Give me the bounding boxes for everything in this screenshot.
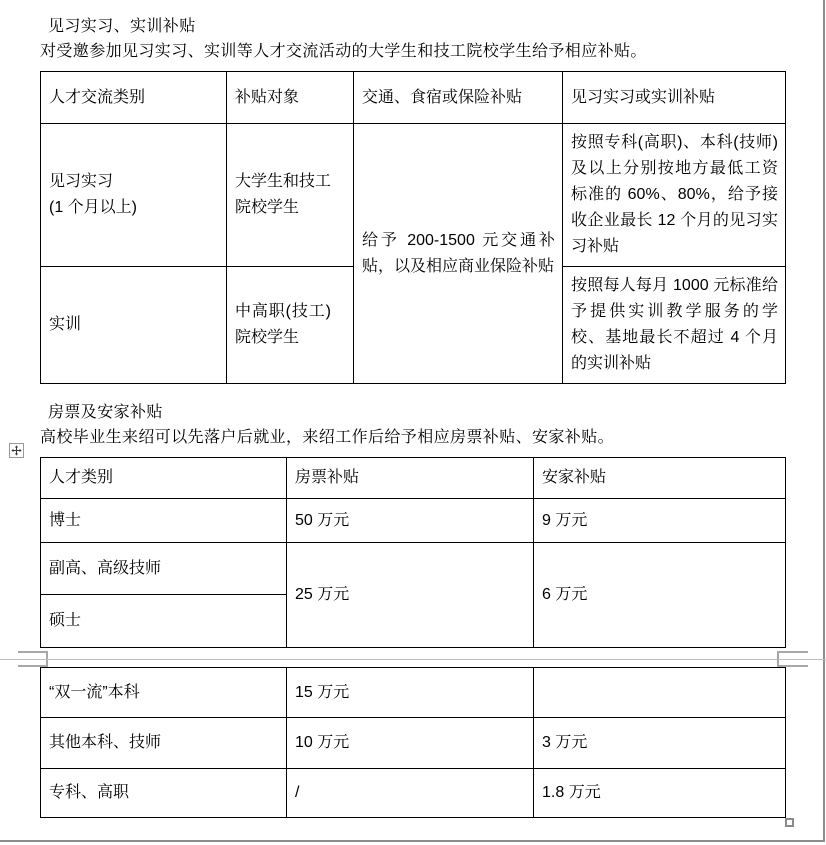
- double-first-settling: [534, 668, 786, 718]
- housing-row-senior: [41, 543, 786, 595]
- senior-master-housing: 25 万元: [287, 543, 534, 648]
- internship-header-subsidy: 见习实习或实训补贴: [563, 72, 786, 124]
- move-icon: [11, 445, 22, 456]
- double-first-housing: 15 万元: [287, 668, 534, 718]
- internship-table-header-row: [41, 72, 786, 124]
- doctor-settling: 9 万元: [534, 499, 786, 543]
- page-break-mark-right-vertical: [777, 651, 779, 667]
- college-settling: 1.8 万元: [534, 769, 786, 818]
- other-bachelor-type: 其他本科、技师: [41, 718, 287, 769]
- page-border-bottom: [0, 840, 825, 842]
- doctor-housing: 50 万元: [287, 499, 534, 543]
- doctor-type: 博士: [41, 499, 287, 543]
- internship-practice-category: 见习实习: [49, 173, 114, 190]
- internship-intro: 对受邀参加见习实习、实训等人才交流活动的大学生和技工院校学生给予相应补贴。: [40, 43, 647, 60]
- housing-table-top-fragment: [40, 457, 786, 648]
- housing-intro: 高校毕业生来绍可以先落户后就业，来绍工作后给予相应房票补贴、安家补贴。: [40, 429, 615, 446]
- internship-practice-subsidy: 按照专科(高职)、本科(技师)及以上分别按地方最低工资标准的 60%、80%，给予接收企业最长 12 个月的见习实习补贴: [563, 124, 786, 267]
- internship-practice-category-note: (1 个月以上): [49, 199, 138, 216]
- housing-header-housing: 房票补贴: [287, 458, 534, 499]
- internship-header-transport: 交通、食宿或保险补贴: [354, 72, 563, 124]
- double-first-type: “双一流”本科: [41, 668, 287, 718]
- housing-row-double-first: [41, 668, 786, 718]
- internship-training-target: 中高职(技工)院校学生: [227, 267, 354, 384]
- table-move-handle[interactable]: [9, 443, 24, 458]
- internship-row-practice: [41, 124, 786, 267]
- internship-practice-category-cell: [41, 124, 227, 267]
- page-break-mark-right-top: [777, 651, 808, 653]
- housing-header-type: 人才类别: [41, 458, 287, 499]
- internship-header-target: 补贴对象: [227, 72, 354, 124]
- college-housing: /: [287, 769, 534, 818]
- housing-row-other-bachelor: [41, 718, 786, 769]
- housing-table-header-row: [41, 458, 786, 499]
- senior-type: 副高、高级技师: [41, 543, 287, 595]
- college-type: 专科、高职: [41, 769, 287, 818]
- internship-training-subsidy: 按照每人每月 1000 元标准给予提供实训教学服务的学校、基地最长不超过 4 个月的实训补贴: [563, 267, 786, 384]
- internship-practice-target: 大学生和技工院校学生: [227, 124, 354, 267]
- internship-transport-cell: 给予 200-1500 元交通补贴，以及相应商业保险补贴: [354, 124, 563, 384]
- page-break-mark-left-top: [18, 651, 48, 653]
- table-resize-handle[interactable]: [785, 818, 794, 827]
- housing-heading: 房票及安家补贴: [48, 404, 163, 421]
- internship-heading: 见习实习、实训补贴: [48, 18, 196, 35]
- housing-row-doctor: [41, 499, 786, 543]
- other-bachelor-settling: 3 万元: [534, 718, 786, 769]
- page-border-right: [823, 0, 825, 841]
- housing-header-settling: 安家补贴: [534, 458, 786, 499]
- housing-row-college: [41, 769, 786, 818]
- page-break-separator: [0, 659, 826, 660]
- housing-table-bottom-fragment: [40, 667, 786, 818]
- internship-training-category: 实训: [41, 267, 227, 384]
- senior-master-settling: 6 万元: [534, 543, 786, 648]
- master-type: 硕士: [41, 595, 287, 648]
- other-bachelor-housing: 10 万元: [287, 718, 534, 769]
- internship-header-category: 人才交流类别: [41, 72, 227, 124]
- internship-table: [40, 71, 786, 384]
